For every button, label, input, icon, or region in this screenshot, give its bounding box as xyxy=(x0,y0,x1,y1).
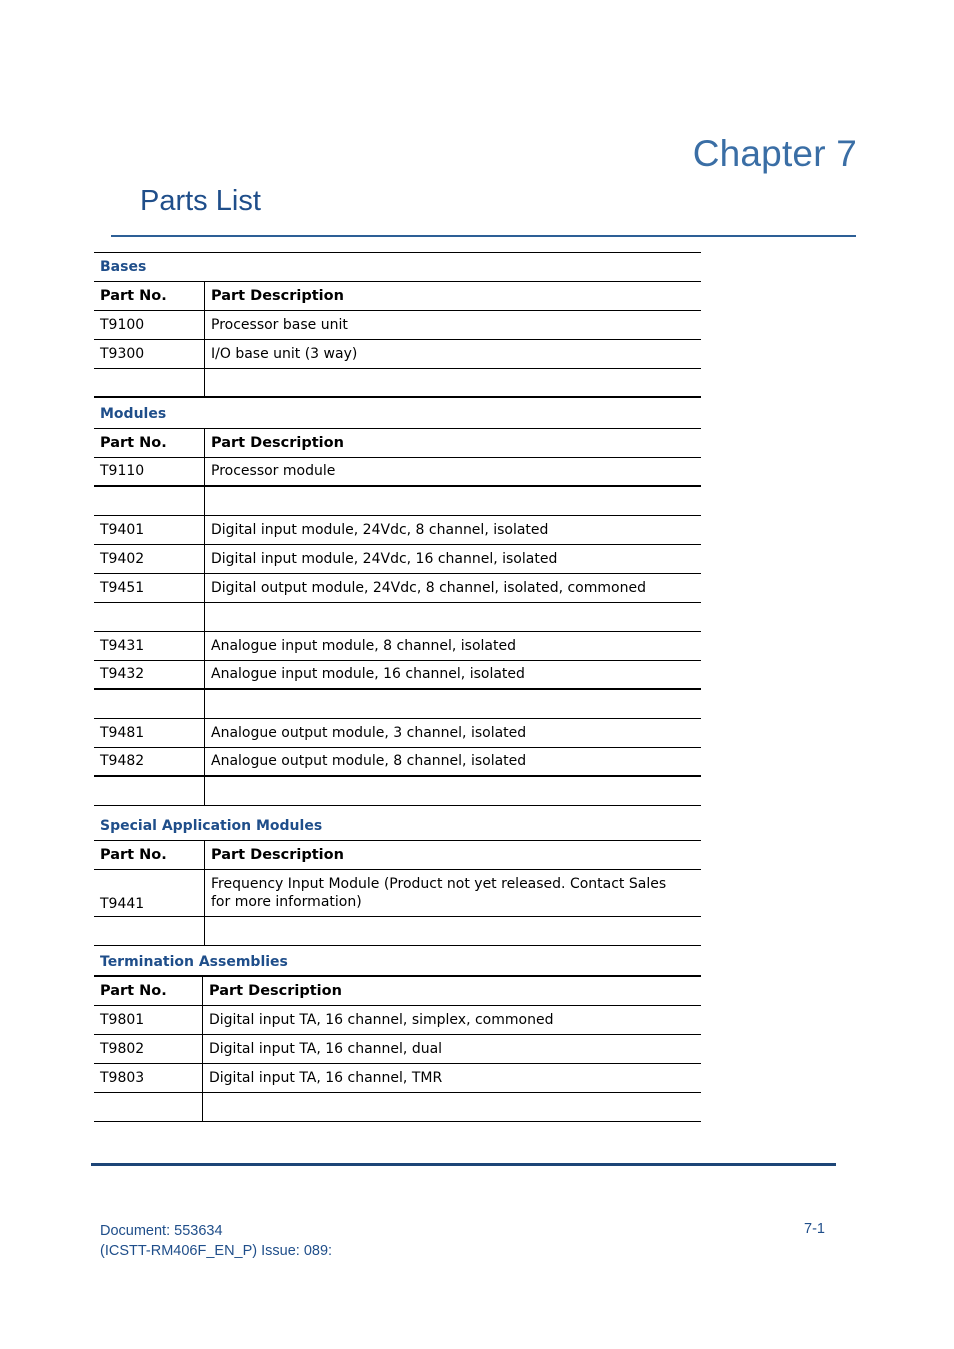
empty-row xyxy=(94,603,701,632)
part-number: T9100 xyxy=(94,311,205,339)
issue-info: (ICSTT-RM406F_EN_P) Issue: 089: xyxy=(100,1243,333,1259)
empty-row xyxy=(94,369,701,398)
table-row xyxy=(94,574,701,603)
table-row xyxy=(94,632,701,661)
table-row xyxy=(94,311,701,340)
part-description: Analogue output module, 8 channel, isolated xyxy=(211,753,527,770)
part-description: I/O base unit (3 way) xyxy=(211,345,358,362)
part-description: Analogue input module, 16 channel, isolated xyxy=(211,666,525,683)
part-description-header: Part Description xyxy=(211,846,344,863)
part-no-header: Part No. xyxy=(94,841,205,869)
section-caption-row xyxy=(94,400,701,429)
table-row xyxy=(94,545,701,574)
empty-row xyxy=(94,917,701,946)
part-number: T9402 xyxy=(94,545,205,573)
footer xyxy=(100,1221,332,1261)
chapter-heading: Chapter 7 xyxy=(692,133,857,174)
part-description-header: Part Description xyxy=(211,434,344,451)
part-description: Digital input TA, 16 channel, TMR xyxy=(209,1069,443,1086)
part-description: Frequency Input Module (Product not yet released. Contact Sales for more information) xyxy=(211,875,667,910)
section-caption-row xyxy=(94,253,701,282)
section-caption-row xyxy=(94,948,701,977)
part-no-header: Part No. xyxy=(94,977,203,1005)
part-description-header: Part Description xyxy=(211,287,344,304)
table-header-row xyxy=(94,282,701,311)
part-number: T9802 xyxy=(94,1035,203,1063)
page-number: 7-1 xyxy=(804,1221,825,1237)
part-no-header: Part No. xyxy=(94,429,205,457)
part-description: Digital input module, 24Vdc, 16 channel, isolated xyxy=(211,550,558,567)
part-number: T9803 xyxy=(94,1064,203,1092)
part-number: T9110 xyxy=(94,458,205,485)
empty-row xyxy=(94,1093,701,1122)
part-description: Analogue input module, 8 channel, isolated xyxy=(211,637,516,654)
termination-assemblies-table xyxy=(94,948,701,1122)
special-modules-table xyxy=(94,812,701,946)
empty-row xyxy=(94,690,701,719)
title-divider xyxy=(111,235,856,237)
table-row xyxy=(94,1035,701,1064)
table-row xyxy=(94,458,701,487)
section-caption: Termination Assemblies xyxy=(100,953,288,970)
section-caption: Bases xyxy=(100,259,147,275)
empty-row xyxy=(94,777,701,806)
part-number: T9432 xyxy=(94,661,205,688)
part-description: Processor module xyxy=(211,463,336,480)
table-row xyxy=(94,748,701,777)
table-row xyxy=(94,1064,701,1093)
empty-row xyxy=(94,487,701,516)
table-header-row xyxy=(94,977,701,1006)
section-caption: Modules xyxy=(100,406,167,422)
table-header-row xyxy=(94,841,701,870)
footer-divider xyxy=(91,1163,836,1166)
part-number: T9300 xyxy=(94,340,205,368)
part-number: T9481 xyxy=(94,719,205,747)
bases-table xyxy=(94,252,701,398)
section-caption-row xyxy=(94,812,701,841)
part-description: Processor base unit xyxy=(211,316,348,333)
section-caption: Special Application Modules xyxy=(100,818,323,834)
part-number: T9482 xyxy=(94,748,205,775)
part-description: Analogue output module, 3 channel, isolated xyxy=(211,724,527,741)
page-title: Parts List xyxy=(140,185,261,217)
part-number: T9451 xyxy=(94,574,205,602)
table-row xyxy=(94,870,701,917)
table-row xyxy=(94,661,701,690)
part-description: Digital input TA, 16 channel, dual xyxy=(209,1040,443,1057)
part-number: T9431 xyxy=(94,632,205,660)
table-header-row xyxy=(94,429,701,458)
part-description: Digital input TA, 16 channel, simplex, commoned xyxy=(209,1011,554,1028)
table-row xyxy=(94,340,701,369)
part-number: T9401 xyxy=(94,516,205,544)
modules-table xyxy=(94,400,701,806)
part-no-header: Part No. xyxy=(94,282,205,310)
part-description: Digital output module, 24Vdc, 8 channel, isolated, commoned xyxy=(211,579,646,596)
document-number: Document: 553634 xyxy=(100,1223,223,1239)
part-number: T9441 xyxy=(94,870,205,916)
part-description: Digital input module, 24Vdc, 8 channel, isolated xyxy=(211,521,549,538)
table-row xyxy=(94,1006,701,1035)
part-number: T9801 xyxy=(94,1006,203,1034)
part-description-header: Part Description xyxy=(209,982,342,999)
table-row xyxy=(94,516,701,545)
table-row xyxy=(94,719,701,748)
